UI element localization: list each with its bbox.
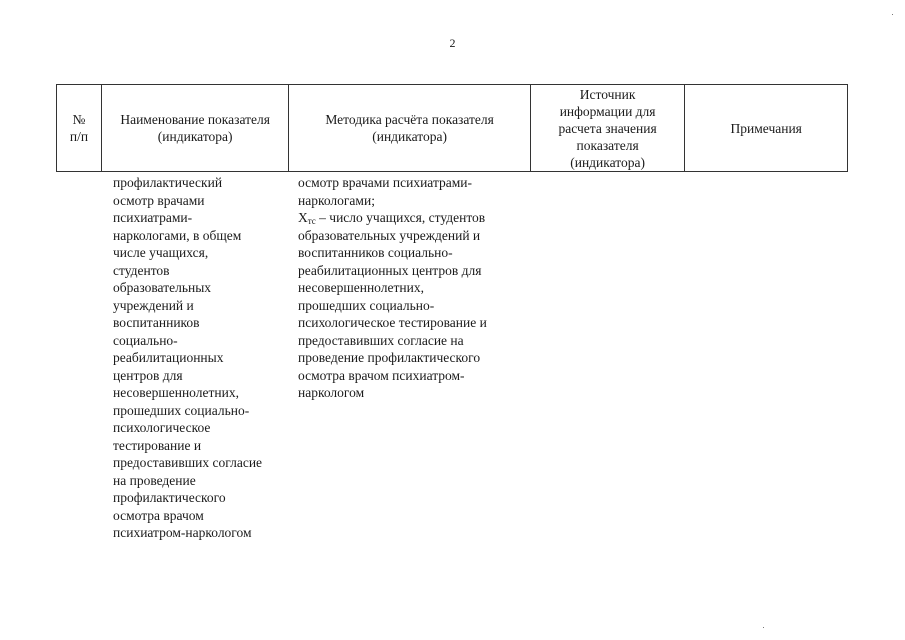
text-line: прошедших социально- — [113, 402, 250, 418]
text-line: реабилитационных центров для — [298, 262, 482, 278]
header-cell-calculation-method — [289, 85, 530, 171]
variable-definition: – число учащихся, студентов — [315, 210, 486, 225]
text-line: центров для — [113, 367, 183, 383]
variable-definition-line — [298, 209, 528, 227]
text-line: образовательных учреждений и — [298, 227, 481, 243]
text-line: несовершеннолетних, — [298, 280, 424, 295]
header-text: (индикатора) — [570, 154, 645, 170]
text-line: наркологами, в общем — [113, 227, 242, 243]
text-line: наркологом — [298, 385, 365, 400]
text-line: воспитанников — [113, 315, 200, 330]
header-cell-number — [57, 85, 102, 171]
text-line: осмотра врачом психиатром- — [298, 367, 465, 383]
header-text: показателя — [576, 137, 639, 153]
page-number: 2 — [449, 36, 456, 50]
header-text: Источник — [579, 86, 636, 102]
text-line: реабилитационных — [113, 350, 224, 365]
text-line: числе учащихся, — [113, 245, 209, 260]
text-line: осмотр врачами психиатрами- — [298, 175, 473, 190]
text-line: прошедших социально- — [298, 297, 435, 313]
text-line: тестирование и — [113, 437, 202, 453]
header-text: Примечания — [730, 120, 802, 136]
text-line: предоставивших согласие на — [298, 332, 464, 348]
text-line: профилактического — [113, 490, 226, 505]
text-line: психиатром-наркологом — [113, 525, 252, 540]
table-header — [56, 84, 848, 172]
text-line: проведение профилактического — [298, 350, 481, 365]
header-text: информации для — [559, 103, 656, 119]
header-text: № — [72, 112, 86, 127]
text-line: профилактический — [113, 175, 223, 190]
indicator-name-cell — [113, 174, 293, 542]
header-text: расчета значения — [558, 120, 657, 136]
text-line: психологическое — [113, 420, 211, 435]
header-text: п/п — [69, 129, 89, 144]
text-line: учреждений и — [113, 297, 194, 313]
text-line: осмотра врачом — [113, 507, 204, 523]
text-line: социально- — [113, 332, 178, 348]
calculation-method-cell — [298, 174, 528, 402]
text-line: на проведение — [113, 472, 196, 488]
header-cell-info-source — [531, 85, 686, 171]
header-cell-notes — [685, 85, 847, 171]
header-text: Методика расчёта показателя — [325, 112, 494, 127]
text-line: студентов — [113, 262, 170, 278]
header-text: (индикатора) — [372, 129, 447, 144]
header-text: Наименование показателя — [120, 112, 270, 127]
text-line: психиатрами- — [113, 210, 193, 225]
header-cell-indicator-name — [102, 85, 290, 171]
text-line: воспитанников социально- — [298, 245, 453, 260]
text-line: образовательных — [113, 280, 212, 295]
scan-artifact — [763, 627, 764, 628]
text-line: несовершеннолетних, — [113, 385, 239, 400]
variable-symbol: X — [298, 210, 308, 225]
variable-subscript: тс — [307, 216, 316, 226]
text-line: осмотр врачами — [113, 192, 205, 208]
text-line: психологическое тестирование и — [298, 315, 487, 330]
text-line: предоставивших согласие — [113, 455, 263, 470]
header-text: (индикатора) — [157, 129, 233, 144]
scan-artifact — [892, 14, 893, 15]
text-line: наркологами; — [298, 192, 375, 208]
